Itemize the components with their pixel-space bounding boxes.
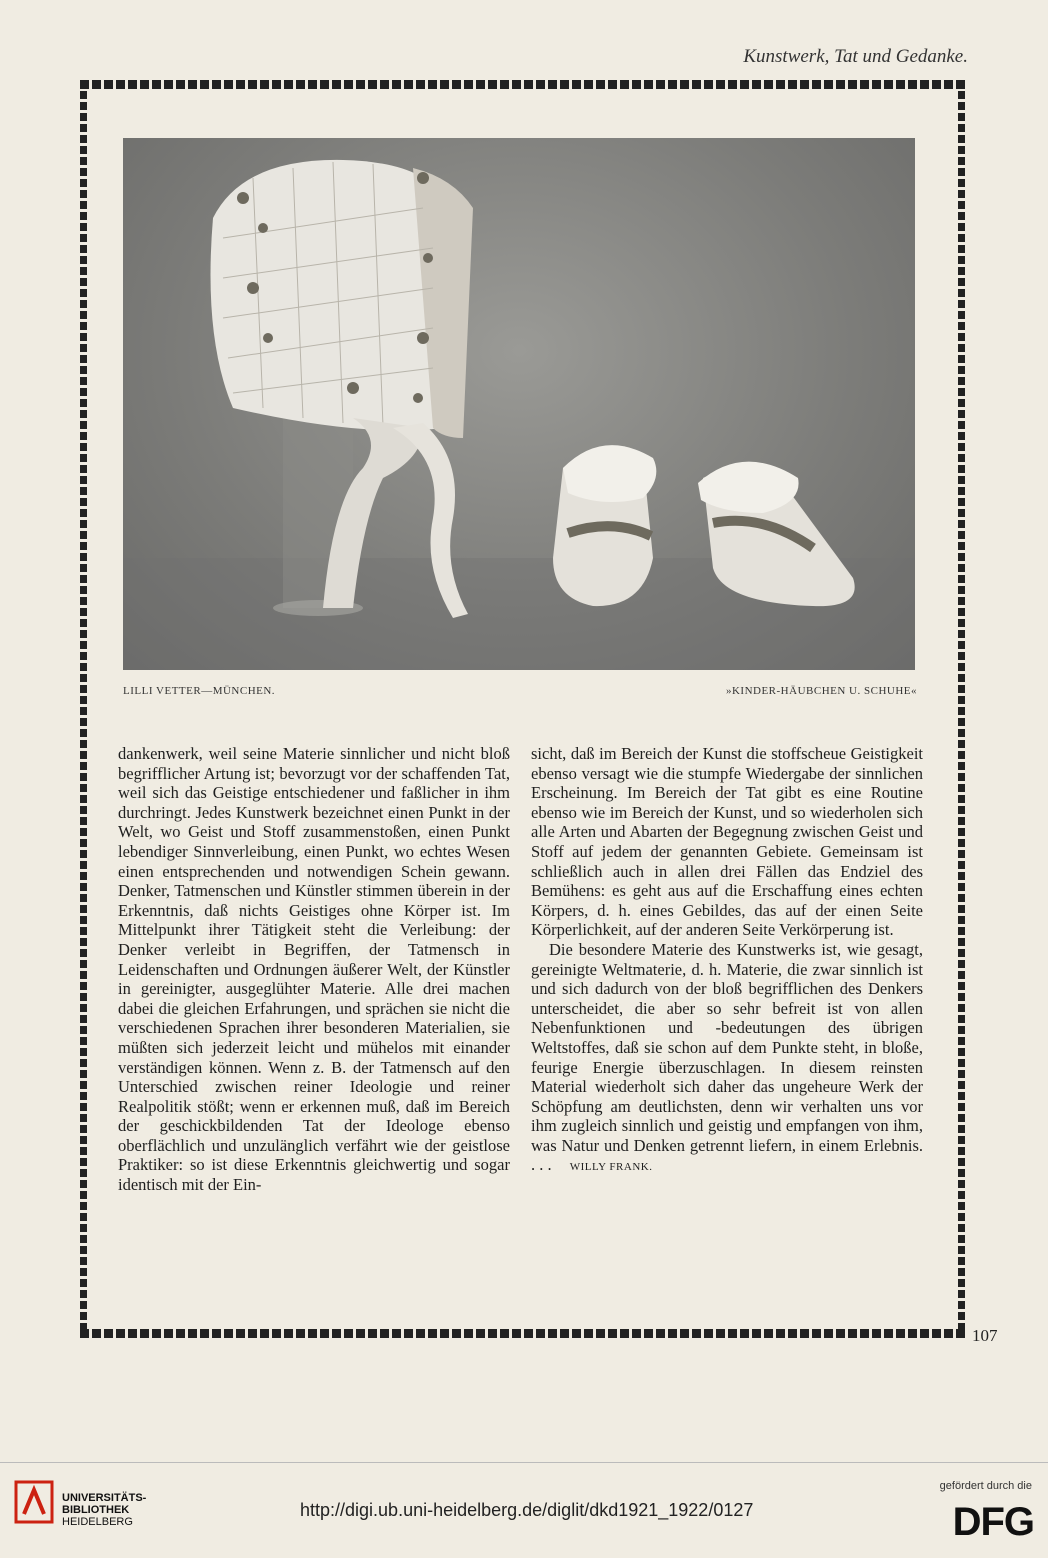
- text-column-right: [531, 744, 923, 1178]
- photo-caption-right: »KINDER-HÄUBCHEN U. SCHUHE«: [725, 685, 917, 697]
- bonnet-and-shoes-photo: [123, 138, 915, 670]
- paragraph: sicht, daß im Bereich der Kunst die stoffscheue Geistigkeit ebenso versagt wie die stumpfe Wiedergabe der sinnlichen Erscheinung. Im Bereich der Tat gibt es eine Routine ebenso wie im Bereich der Kunst, und so wiederholen sich alle Arten und Abarten der Begegnung zwischen Geist und Stoff auf jedem der genannten Gebiete. Gemeinsam ist schließlich auch in allen drei Fällen das Endziel des Bemühens: es geht aus auf die Erschaffung eines echten Körpers, d. h. eines Gebildes, das auf der einen Seite Körperlichkeit, auf der anderen Seite Verkörperung ist.: [531, 744, 923, 940]
- dfg-logo: DFG: [952, 1500, 1034, 1544]
- permalink[interactable]: http://digi.ub.uni-heidelberg.de/diglit/dkd1921_1922/0127: [300, 1500, 754, 1520]
- funded-by-label: gefördert durch die: [939, 1480, 1032, 1492]
- running-head: Kunstwerk, Tat und Gedanke.: [743, 46, 968, 67]
- photograph: [123, 138, 915, 670]
- page-number: 107: [972, 1326, 998, 1345]
- author-signature: WILLY FRANK.: [569, 1161, 653, 1174]
- paragraph: dankenwerk, weil seine Materie sinnlicher und nicht bloß begrifflicher Artung ist; bevorzugt vor der schaffenden Tat, weil sich das Geistige entschiedener und faßlicher in ihm durchringt. Jedes Kunstwerk bezeichnet einen Punkt in der Welt, wo Geist und Stoff zusammenstoßen, einen Punkt lebendiger Sinnverleibung, einen Punkt, wo echtes Wesen einen entsprechenden und notwendigen Schein gewann. Denker, Tatmenschen und Künstler stimmen überein in der Erkenntnis, daß nichts Geistiges ohne Körper ist. Im Mittelpunkt ihrer Tätigkeit steht die Verleibung: der Denker verleibt in Begriffen, der Tatmensch in Leidenschaften und Ordnungen äußerer Welt, der Künstler in gereinigter, ausgeglühter Materie. Alle drei machen dabei die gleichen Erfahrungen, und sprächen sie nicht die verschiedenen Sprachen ihrer besonderen Materialien, sie müßten sich jederzeit leicht und mühelos mit einander verständigen können. Wenn z. B. der Tatmensch auf den Unterschied zwischen reiner Ideologie und reiner Realpolitik stößt; wenn er erkennen muß, daß im Bereich der geschickbildenden Tat der Ideologe ebenso oberflächlich und unzulänglich verfährt wie der geistlose Praktiker: so ist diese Erkenntnis gleichwertig und sogar identisch mit der Ein-: [118, 744, 510, 1195]
- paragraph: Die besondere Materie des Kunstwerks ist, wie gesagt, gereinigte Weltmaterie, d. h. Materie, die zwar sinnlich ist und sich dadurch von der bloß begrifflichen des Denkers unterscheidet, die aber so sehr befreit ist von allen Nebenfunktionen und -bedeutungen des übrigen Weltstoffes, daß sie schon auf dem Punkte steht, in bloße, feurige Energie überzuschlagen. In diesem reinsten Material wiederholt sich daher das ungeheure Werk der Schöpfung am deutlichsten, denn wir verhalten uns vor ihm zugleich sinnlich und geistig und empfangen von ihm, was Natur und Denken getrennt liefern, in einem Erlebnis. . . . WILLY FRANK.: [531, 939, 923, 1175]
- university-logo-icon: [14, 1480, 54, 1528]
- text-column-left: [118, 744, 510, 1195]
- library-name: UNIVERSITÄTS- BIBLIOTHEK HEIDELBERG: [62, 1492, 147, 1528]
- photo-caption-left: LILLI VETTER—MÜNCHEN.: [123, 685, 276, 697]
- footer-divider: [0, 1462, 1048, 1463]
